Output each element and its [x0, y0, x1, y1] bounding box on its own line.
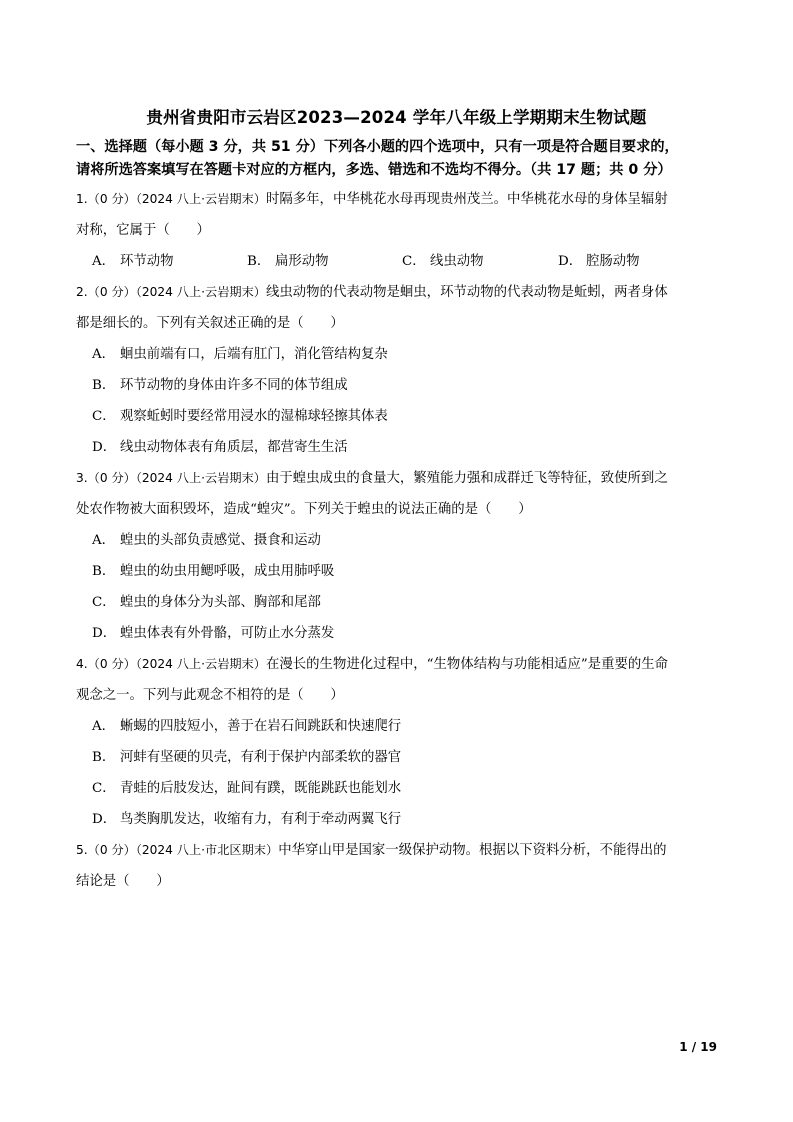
option-letter: B． — [92, 378, 116, 393]
question-4-line1 — [76, 653, 721, 672]
option-letter: A． — [92, 254, 116, 269]
option-text: 蜥蜴的四肢短小，善于在岩石间跳跃和快速爬行 — [120, 719, 402, 734]
section-header-line2: 请将所选答案填写在答题卡对应的方框内，多选、错选和不选均不得分。（共 17 题；共 0 分） — [76, 162, 672, 178]
option-letter: D． — [92, 626, 117, 641]
question-1-line2 — [76, 219, 721, 238]
question-2-line2 — [76, 312, 721, 331]
question-1-option-c[interactable] — [402, 250, 484, 269]
question-number: 2. — [76, 285, 88, 299]
question-3-option-a[interactable] — [92, 529, 321, 548]
question-2-option-c[interactable] — [92, 405, 388, 424]
option-letter: C． — [92, 595, 116, 610]
option-text: 扁形动物 — [275, 254, 329, 269]
question-text: 在漫长的生物进化过程中，“生物体结构与功能相适应”是重要的生命 — [266, 657, 669, 672]
option-text: 蝗虫的头部负责感觉、摄食和运动 — [120, 533, 321, 548]
option-text: 河蚌有坚硬的贝壳，有利于保护内部柔软的器官 — [120, 750, 402, 765]
question-meta: （0 分）（2024 八上·云岩期末） — [87, 471, 266, 485]
option-text: 蛔虫前端有口，后端有肛门，消化管结构复杂 — [120, 347, 388, 362]
question-2-option-b[interactable] — [92, 374, 348, 393]
question-4-option-b[interactable] — [92, 746, 401, 765]
option-text: 环节动物的身体由许多不同的体节组成 — [120, 378, 348, 393]
question-4-option-d[interactable] — [92, 808, 401, 827]
question-3-line1 — [76, 467, 721, 486]
question-text: 对称，它属于（ ） — [76, 223, 210, 238]
question-number: 4. — [76, 657, 88, 671]
option-text: 腔肠动物 — [586, 254, 640, 269]
question-meta: （0 分）（2024 八上·云岩期末） — [87, 657, 266, 671]
question-4-line2 — [76, 684, 721, 703]
option-letter: C． — [92, 409, 116, 424]
question-5-line1 — [76, 839, 721, 858]
option-text: 蝗虫体表有外骨骼，可防止水分蒸发 — [120, 626, 335, 641]
question-3-option-b[interactable] — [92, 560, 334, 579]
question-text: 线虫动物的代表动物是蛔虫，环节动物的代表动物是蚯蚓，两者身体 — [266, 285, 668, 300]
page-indicator: 1 / 19 — [679, 1040, 717, 1054]
question-meta: （0 分）（2024 八上·云岩期末） — [87, 285, 266, 299]
option-letter: A． — [92, 347, 116, 362]
option-letter: B． — [247, 254, 271, 269]
question-2-option-d[interactable] — [92, 436, 348, 455]
option-text: 蝗虫的身体分为头部、胸部和尾部 — [120, 595, 321, 610]
question-4-option-a[interactable] — [92, 715, 401, 734]
option-letter: A． — [92, 719, 116, 734]
option-text: 鸟类胸肌发达，收缩有力，有利于牵动两翼飞行 — [120, 812, 402, 827]
question-1-line1 — [76, 188, 721, 207]
question-5-line2 — [76, 870, 721, 889]
option-text: 线虫动物体表有角质层，都营寄生生活 — [120, 440, 348, 455]
section-header — [76, 136, 721, 182]
question-3-option-d[interactable] — [92, 622, 334, 641]
question-meta: （0 分）（2024 八上·云岩期末） — [87, 192, 266, 206]
question-number: 3. — [76, 471, 88, 485]
question-text: 由于蝗虫成虫的食量大，繁殖能力强和成群迁飞等特征，致使所到之 — [266, 471, 668, 486]
question-number: 5. — [76, 843, 88, 857]
question-1-option-b[interactable] — [247, 250, 329, 269]
question-2-option-a[interactable] — [92, 343, 388, 362]
option-text: 青蛙的后肢发达，趾间有蹼，既能跳跃也能划水 — [120, 781, 402, 796]
question-2-line1 — [76, 281, 721, 300]
option-text: 环节动物 — [120, 254, 174, 269]
question-4-option-c[interactable] — [92, 777, 401, 796]
question-text: 时隔多年，中华桃花水母再现贵州茂兰。中华桃花水母的身体呈辐射 — [266, 192, 668, 207]
option-letter: C． — [92, 781, 116, 796]
option-letter: B． — [92, 564, 116, 579]
question-3-line2 — [76, 498, 721, 517]
question-text: 都是细长的。下列有关叙述正确的是（ ） — [76, 316, 344, 331]
option-letter: B． — [92, 750, 116, 765]
section-header-line1: 一、选择题（每小题 3 分，共 51 分）下列各小题的四个选项中，只有一项是符合题目要求的， — [76, 139, 679, 155]
option-letter: D． — [92, 440, 117, 455]
question-text: 处农作物被大面积毁坏，造成“蝗灾”。下列关于蝗虫的说法正确的是（ ） — [76, 502, 532, 517]
question-3-option-c[interactable] — [92, 591, 321, 610]
option-letter: D． — [92, 812, 117, 827]
option-text: 线虫动物 — [430, 254, 484, 269]
option-letter: D． — [558, 254, 583, 269]
document-title: 贵州省贵阳市云岩区2023—2024 学年八年级上学期期末生物试题 — [146, 108, 647, 127]
question-text: 中华穿山甲是国家一级保护动物。根据以下资料分析，不能得出的 — [278, 843, 667, 858]
question-number: 1. — [76, 192, 88, 206]
question-1-option-d[interactable] — [558, 250, 640, 269]
option-letter: A． — [92, 533, 116, 548]
question-1-option-a[interactable] — [92, 250, 174, 269]
question-text: 观念之一。下列与此观念不相符的是（ ） — [76, 688, 344, 703]
question-text: 结论是（ ） — [76, 874, 170, 889]
option-letter: C． — [402, 254, 426, 269]
option-text: 蝗虫的幼虫用鳃呼吸，成虫用肺呼吸 — [120, 564, 335, 579]
option-text: 观察蚯蚓时要经常用浸水的湿棉球轻擦其体表 — [120, 409, 388, 424]
question-meta: （0 分）（2024 八上·市北区期末） — [87, 843, 279, 857]
